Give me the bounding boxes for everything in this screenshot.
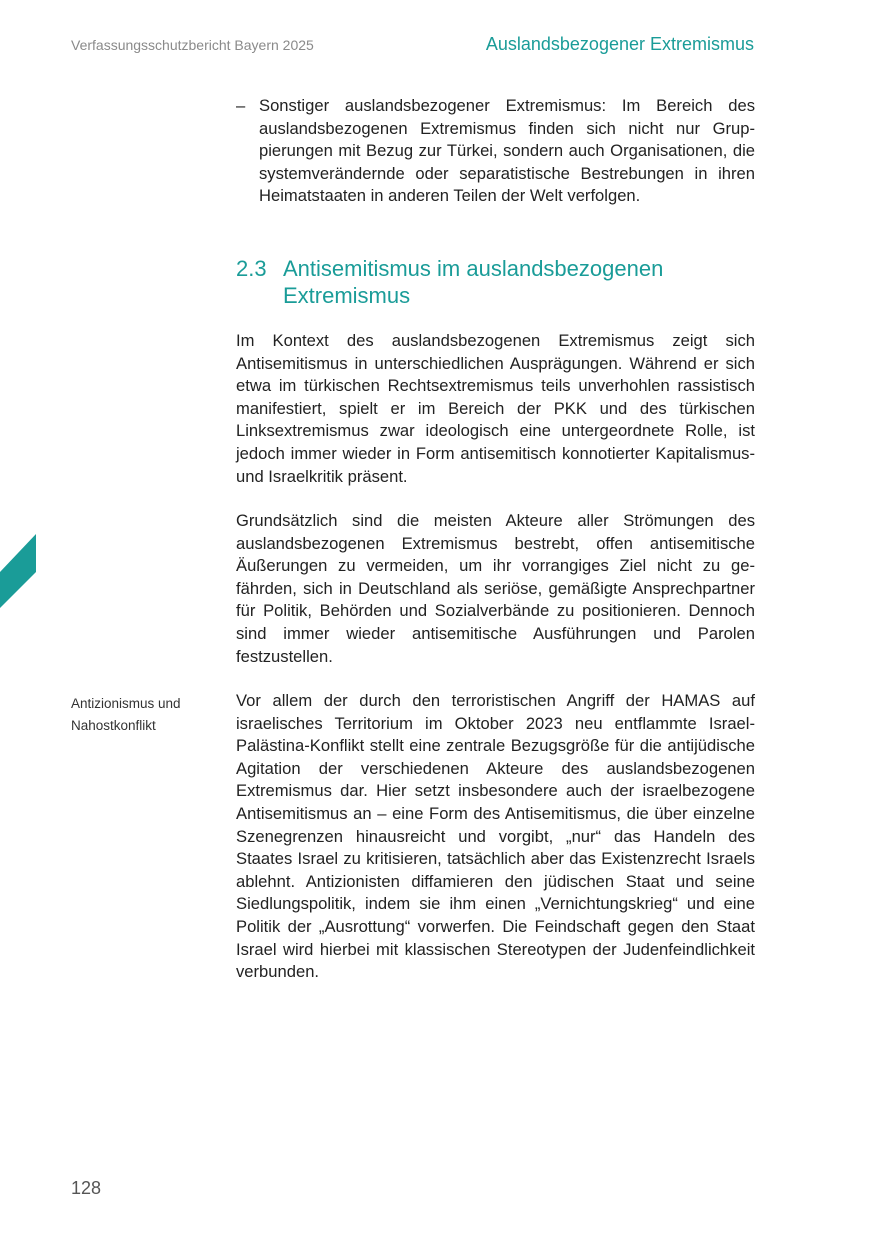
chapter-title: Auslandsbezogener Extremismus <box>485 34 754 54</box>
margin-note-line: Antizionismus und <box>71 696 181 711</box>
bullet-text: Sonstiger auslandsbezogener Extremismus: Im Bereich des auslandsbezogenen Extremismus finden sich nicht nur Gruppierungen mit Bezug zur Türkei, sondern auch Organisationen, die systemverändernde oder separatistische Bestrebungen in ihren Heimatstaaten in anderen Teilen der Welt verfolgen. <box>259 96 755 206</box>
section-heading <box>236 255 755 309</box>
section-title: Antisemitismus im auslandsbezogenen Extremismus <box>283 256 664 308</box>
section-number: 2.3 <box>236 256 267 281</box>
paragraph: Grundsätzlich sind die meisten Akteure aller Strömungen des auslandsbezogenen Extremismus bestrebt, offen antisemitische Äußerungen zu vermeiden, um ihr vorrangiges Ziel nicht zu gefährden, sich in Deutschland als seriöse, gemäßigte Ansprechpartner für Politik, Behörden und Sozialverbände zu positionieren. Dennoch sind immer wieder antisemitische Ausführungen und Parolen festzustellen. <box>236 511 755 666</box>
page-number: 128 <box>71 1178 102 1198</box>
bullet-dash: – <box>236 96 246 115</box>
running-header-title: Verfassungsschutzbericht Bayern 2025 <box>71 37 314 53</box>
chapter-marker-tab <box>0 534 36 608</box>
bullet-item <box>236 95 755 208</box>
margin-note-line: Nahostkonflikt <box>71 718 156 733</box>
paragraph: Im Kontext des auslandsbezogenen Extremismus zeigt sich Antisemitismus in unterschiedlichen Ausprägungen. Während er sich etwa im türkischen Rechtsextremismus teils unverhohlen rassistisch manifestiert, spielt er im Bereich der PKK und des türkischen Linksextremismus zwar ideologisch eine untergeordnete Rolle, ist jedoch immer wieder in Form antisemitisch konnotierter Kapitalismus- und Israelkritik präsent. <box>236 331 755 486</box>
margin-note <box>71 693 221 737</box>
paragraph: Vor allem der durch den terroristischen Angriff der HAMAS auf israelisches Territorium im Oktober 2023 neu entflammte Israel-Palästina-Konflikt stellt eine zentrale Bezugsgröße für die antijüdische Agitation der verschiedenen Akteure des auslandsbezogenen Extremismus dar. Hier setzt insbesondere auch der israelbezogene Antisemitismus an – eine Form des Antisemitismus, die über einzelne Szenegrenzen hinausreicht und vorgibt, „nur“ das Handeln des Staates Israel zu kritisieren, tatsächlich aber das Existenzrecht Israels ablehnt. Antizionisten diffamieren den jüdischen Staat und seine Siedlungspolitik, indem sie ihm einen „Vernichtungskrieg“ und eine Politik der „Ausrottung“ vorwerfen. Die Feindschaft gegen den Staat Israel wird hierbei mit klassischen Stereotypen der Judenfeindlichkeit verbunden. <box>236 691 755 982</box>
